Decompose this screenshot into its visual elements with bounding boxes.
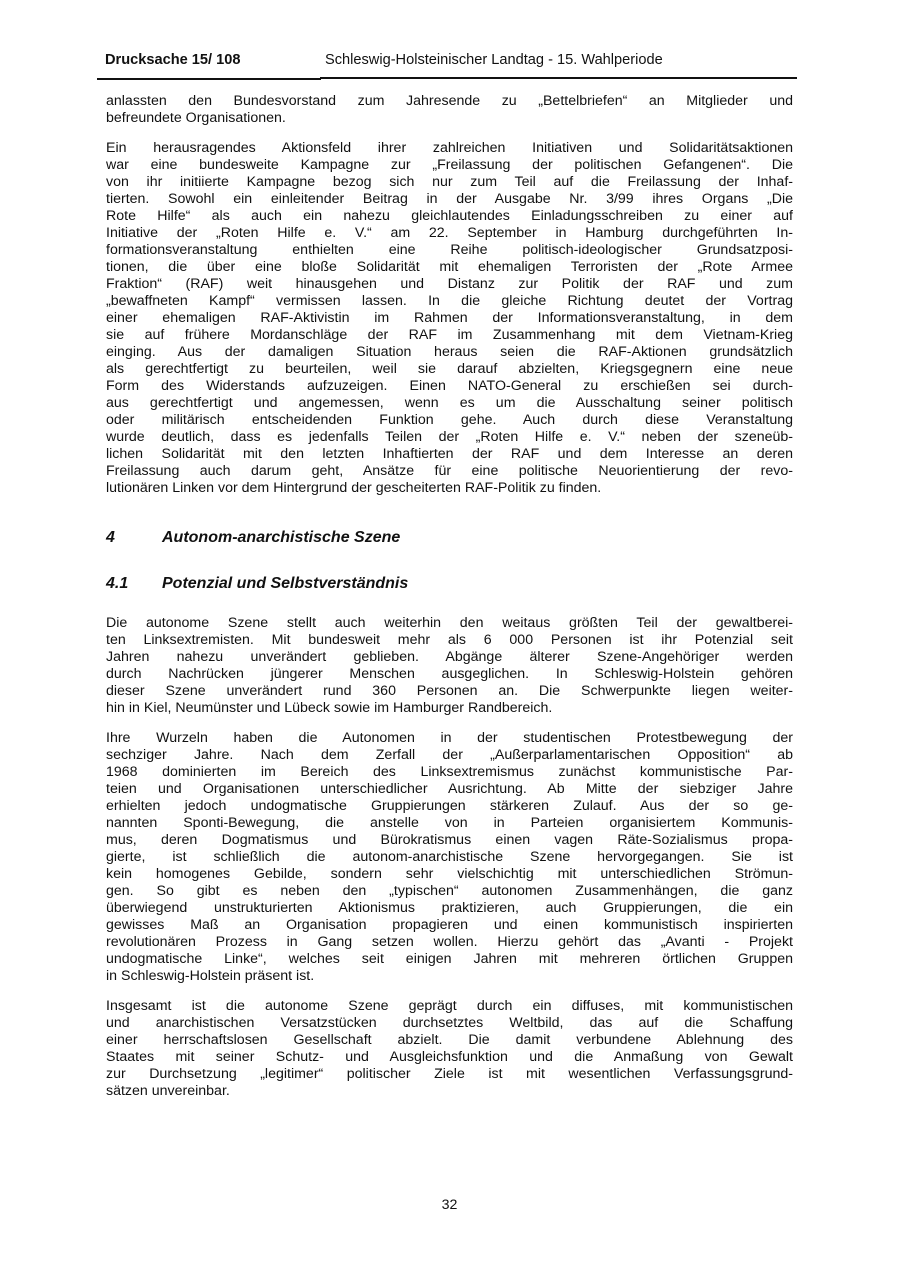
paragraph-line: Initiative der „Roten Hilfe e. V.“ am 22. September in Hamburg durchgeführten In-: [106, 225, 793, 241]
paragraph-line: wurde deutlich, dass es jedenfalls Teilen der „Roten Hilfe e. V.“ neben der szeneüb-: [106, 429, 793, 445]
paragraph-line: undogmatische Linke“, welches seit einigen Jahren mit mehreren örtlichen Gruppen: [106, 951, 793, 967]
paragraph-line: Die autonome Szene stellt auch weiterhin den weitaus größten Teil der gewaltberei-: [106, 615, 793, 631]
paragraph-line: sätzen unvereinbar.: [106, 1083, 230, 1099]
paragraph-line: und anarchistischen Versatzstücken durchsetztes Weltbild, das auf die Schaffung: [106, 1015, 793, 1031]
paragraph-line: war eine bundesweite Kampagne zur „Freilassung der politischen Gefangenen“. Die: [106, 157, 793, 173]
paragraph-line: zur Durchsetzung „legitimer“ politischer Ziele ist mit wesentlichen Verfassungsgrund-: [106, 1066, 793, 1082]
paragraph-line: revolutionären Prozess in Gang setzen wollen. Hierzu gehört das „Avanti - Projekt: [106, 934, 793, 950]
paragraph: [106, 730, 793, 985]
heading-text: Autonom-anarchistische Szene: [162, 529, 401, 546]
paragraph-line: Fraktion“ (RAF) weit hinausgehen und Distanz zur Politik der RAF und zum: [106, 276, 793, 292]
paragraph-line: befreundete Organisationen.: [106, 110, 286, 126]
paragraph-line: kein homogenes Gebilde, sondern sehr vielschichtig mit unterschiedlichen Strömun-: [106, 866, 793, 882]
paragraph-line: aus gerechtfertigt und angemessen, wenn es um die Ausschaltung seiner politisch: [106, 395, 793, 411]
header-rule-left-segment: [97, 78, 321, 80]
paragraph-line: lutionären Linken vor dem Hintergrund der gescheiterten RAF-Politik zu finden.: [106, 480, 602, 496]
paragraph: [106, 93, 793, 127]
paragraph-line: überwiegend unstrukturierten Aktionismus praktizieren, auch Gruppierungen, die ein: [106, 900, 793, 916]
heading-text: Potenzial und Selbstverständnis: [162, 575, 409, 592]
paragraph-line: sechziger Jahre. Nach dem Zerfall der „Außerparlamentarischen Opposition“ ab: [106, 747, 793, 763]
paragraph-line: oder militärisch entscheidenden Funktion gehe. Auch durch diese Veranstaltung: [106, 412, 793, 428]
paragraph-line: Ein herausragendes Aktionsfeld ihrer zahlreichen Initiativen und Solidaritätsaktionen: [106, 140, 793, 156]
paragraph-line: hin in Kiel, Neumünster und Lübeck sowie im Hamburger Randbereich.: [106, 700, 553, 716]
footer-page-number: 32: [441, 1197, 458, 1213]
paragraph-line: teien und Organisationen unterschiedlicher Ausrichtung. Ab Mitte der siebziger Jahre: [106, 781, 793, 797]
heading-number: 4.1: [106, 575, 129, 592]
paragraph-line: tierten. Sowohl ein einleitender Beitrag in der Ausgabe Nr. 3/99 ihres Organs „Die: [106, 191, 793, 207]
paragraph-line: von ihr initiierte Kampagne bezog sich nur zum Teil auf die Freilassung der Inhaf-: [106, 174, 793, 190]
paragraph-line: anlassten den Bundesvorstand zum Jahresende zu „Bettelbriefen“ an Mitglieder und: [106, 93, 793, 109]
paragraph-line: als gerechtfertigt zu beurteilen, weil sie darauf abzielten, Kriegsgegnern eine neue: [106, 361, 793, 377]
paragraph-line: formationsveranstaltung enthielten eine Reihe politisch-ideologischer Grundsatzposi-: [106, 242, 793, 258]
paragraph-line: 1968 dominierten im Bereich des Linksextremismus zunächst kommunistische Par-: [106, 764, 793, 780]
paragraph-line: gierte, ist schließlich die autonom-anarchistische Szene hervorgegangen. Sie ist: [106, 849, 793, 865]
paragraph: [106, 998, 793, 1100]
paragraph-line: einging. Aus der damaligen Situation heraus seien die RAF-Aktionen grundsätzlich: [106, 344, 793, 360]
paragraph-line: Staates mit seiner Schutz- und Ausgleichsfunktion und die Anmaßung von Gewalt: [106, 1049, 793, 1065]
paragraph-line: mus, deren Dogmatismus und Bürokratismus einen vagen Räte-Sozialismus propa-: [106, 832, 793, 848]
paragraph-line: lichen Solidarität mit den letzten Inhaftierten der RAF und dem Interesse an deren: [106, 446, 793, 462]
section-heading: [106, 574, 793, 594]
paragraph-line: Jahren nahezu unverändert geblieben. Abgänge älterer Szene-Angehöriger werden: [106, 649, 793, 665]
paragraph-line: einer herrschaftslosen Gesellschaft abzielt. Die damit verbundene Ablehnung des: [106, 1032, 793, 1048]
paragraph-line: Insgesamt ist die autonome Szene geprägt durch ein diffuses, mit kommunistischen: [106, 998, 793, 1014]
paragraph: [106, 140, 793, 497]
paragraph-line: sie auf frühere Mordanschläge der RAF im Zusammenhang mit dem Vietnam-Krieg: [106, 327, 793, 343]
header-rule-right-segment: [320, 77, 797, 79]
section-heading: [106, 528, 793, 548]
header-title: Schleswig-Holsteinischer Landtag - 15. Wahlperiode: [325, 52, 663, 68]
paragraph-line: Rote Hilfe“ als auch ein nahezu gleichlautendes Einladungsschreiben zu einer auf: [106, 208, 793, 224]
paragraph-line: gen. So gibt es neben den „typischen“ autonomen Zusammenhängen, die ganz: [106, 883, 793, 899]
paragraph-line: gewisses Maß an Organisation propagieren und einen kommunistisch inspirierten: [106, 917, 793, 933]
paragraph-line: „bewaffneten Kampf“ vermissen lassen. In die gleiche Richtung deutet der Vortrag: [106, 293, 793, 309]
paragraph-line: durch Nachrücken jüngerer Menschen ausgeglichen. In Schleswig-Holstein gehören: [106, 666, 793, 682]
paragraph-line: erhielten jedoch undogmatische Gruppierungen stärkeren Zulauf. Aus der so ge-: [106, 798, 793, 814]
heading-number: 4: [106, 529, 115, 546]
header-doc-number: Drucksache 15/ 108: [105, 52, 241, 68]
paragraph-line: tionen, die über eine bloße Solidarität mit ehemaligen Terroristen der „Rote Armee: [106, 259, 793, 275]
paragraph-line: ten Linksextremisten. Mit bundesweit mehr als 6 000 Personen ist ihr Potenzial seit: [106, 632, 793, 648]
paragraph-line: Form des Widerstands aufzuzeigen. Einen NATO-General zu erschießen sei durch-: [106, 378, 793, 394]
paragraph-line: nannten Sponti-Bewegung, die anstelle von in Parteien organisiertem Kommunis-: [106, 815, 793, 831]
paragraph-line: einer ehemaligen RAF-Aktivistin im Rahmen der Informationsveranstaltung, in dem: [106, 310, 793, 326]
paragraph: [106, 615, 793, 717]
paragraph-line: Ihre Wurzeln haben die Autonomen in der studentischen Protestbewegung der: [106, 730, 793, 746]
document-content: [106, 93, 793, 1100]
paragraph-line: dieser Szene unverändert rund 360 Personen an. Die Schwerpunkte liegen weiter-: [106, 683, 793, 699]
paragraph-line: in Schleswig-Holstein präsent ist.: [106, 968, 315, 984]
paragraph-line: Freilassung auch darum geht, Ansätze für eine politische Neuorientierung der revo-: [106, 463, 793, 479]
